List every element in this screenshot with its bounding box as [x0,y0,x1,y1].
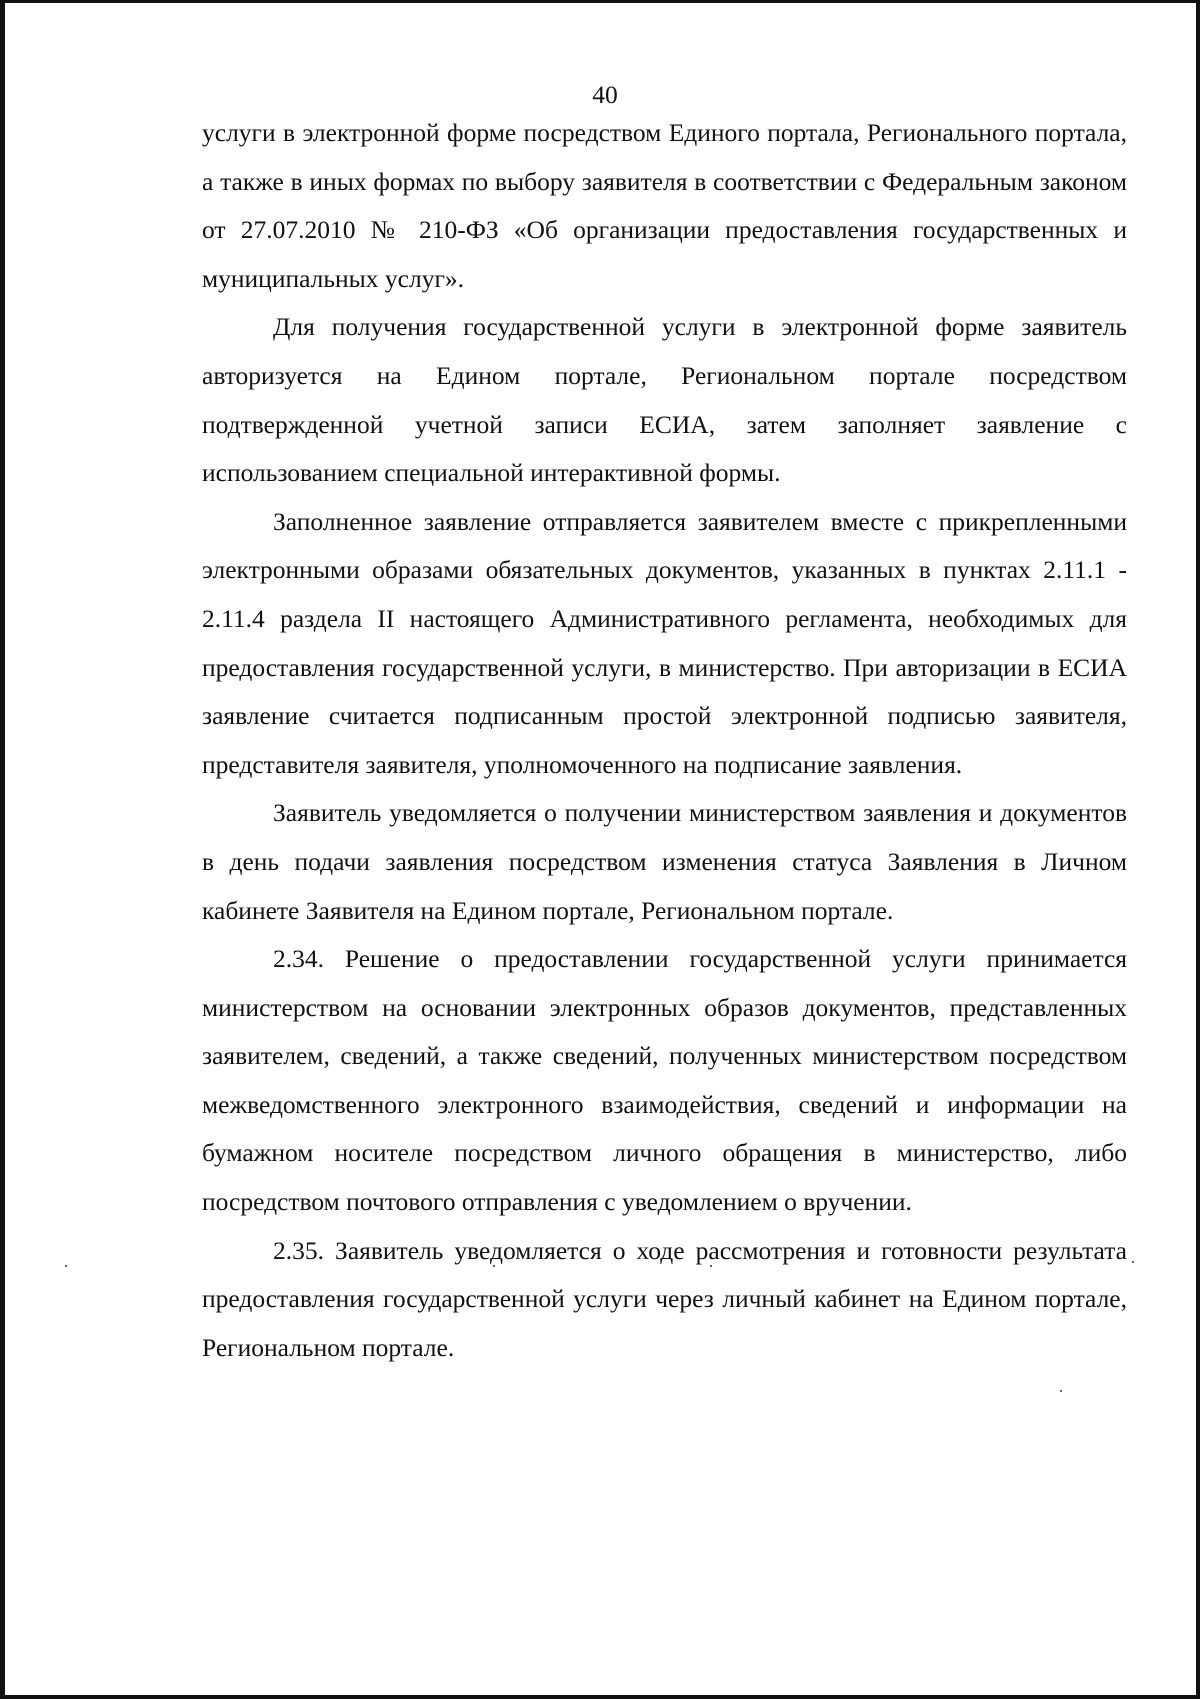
paragraph-applicant-notification: Заявитель уведомляется о получении министерством заявления и документов в день подачи заявления посредством изменения статуса Заявления в Личном кабинете Заявителя на Едином портале, Региональном портале. [202,798,1127,925]
scan-speck [1060,1390,1062,1392]
paragraph-2-35-progress: 2.35. Заявитель уведомляется о ходе рассмотрения и готовности результата предоставления государственной услуги через личный кабинет на Едином портале, Региональном портале. [202,1235,1127,1362]
paragraph-continuation: услуги в электронной форме посредством Единого портала, Регионального портала, а также в иных формах по выбору заявителя в соответствии с Федеральным законом от 27.07.2010 № 210-ФЗ «Об организации предоставления государственных и муниципальных услуг». [202,118,1127,293]
paragraph-2-34-decision: 2.34. Решение о предоставлении государственной услуги принимается министерством на основании электронных образов документов, представленных заявителем, сведений, а также сведений, полученных министерством посредством межведомственного электронного взаимодействия, сведений и информации на бумажном носителе посредством личного обращения в министерство, либо посредством почтового отправления с уведомлением о вручении. [202,944,1127,1217]
page-number: 40 [592,80,618,109]
scan-speck [1132,1261,1134,1263]
scan-speck [65,1265,67,1267]
paragraph-application-submission: Заполненное заявление отправляется заявителем вместе с прикрепленными электронными образами обязательных документов, указанных в пунктах 2.11.1 - 2.11.4 раздела II настоящего Административного регламента, необходимых для предоставления государственной услуги, в министерство. При авторизации в ЕСИА заявление считается подписанным простой электронной подписью заявителя, представителя заявителя, уполномоченного на подписание заявления. [202,506,1127,779]
document-body [202,109,1127,1372]
scan-speck [710,1265,712,1267]
scan-speck [493,1265,495,1267]
paragraph-electronic-form: Для получения государственной услуги в электронной форме заявитель авторизуется на Едином портале, Региональном портале посредством подтвержденной учетной записи ЕСИА, затем заполняет заявление с использованием специальной интерактивной формы. [202,312,1127,488]
